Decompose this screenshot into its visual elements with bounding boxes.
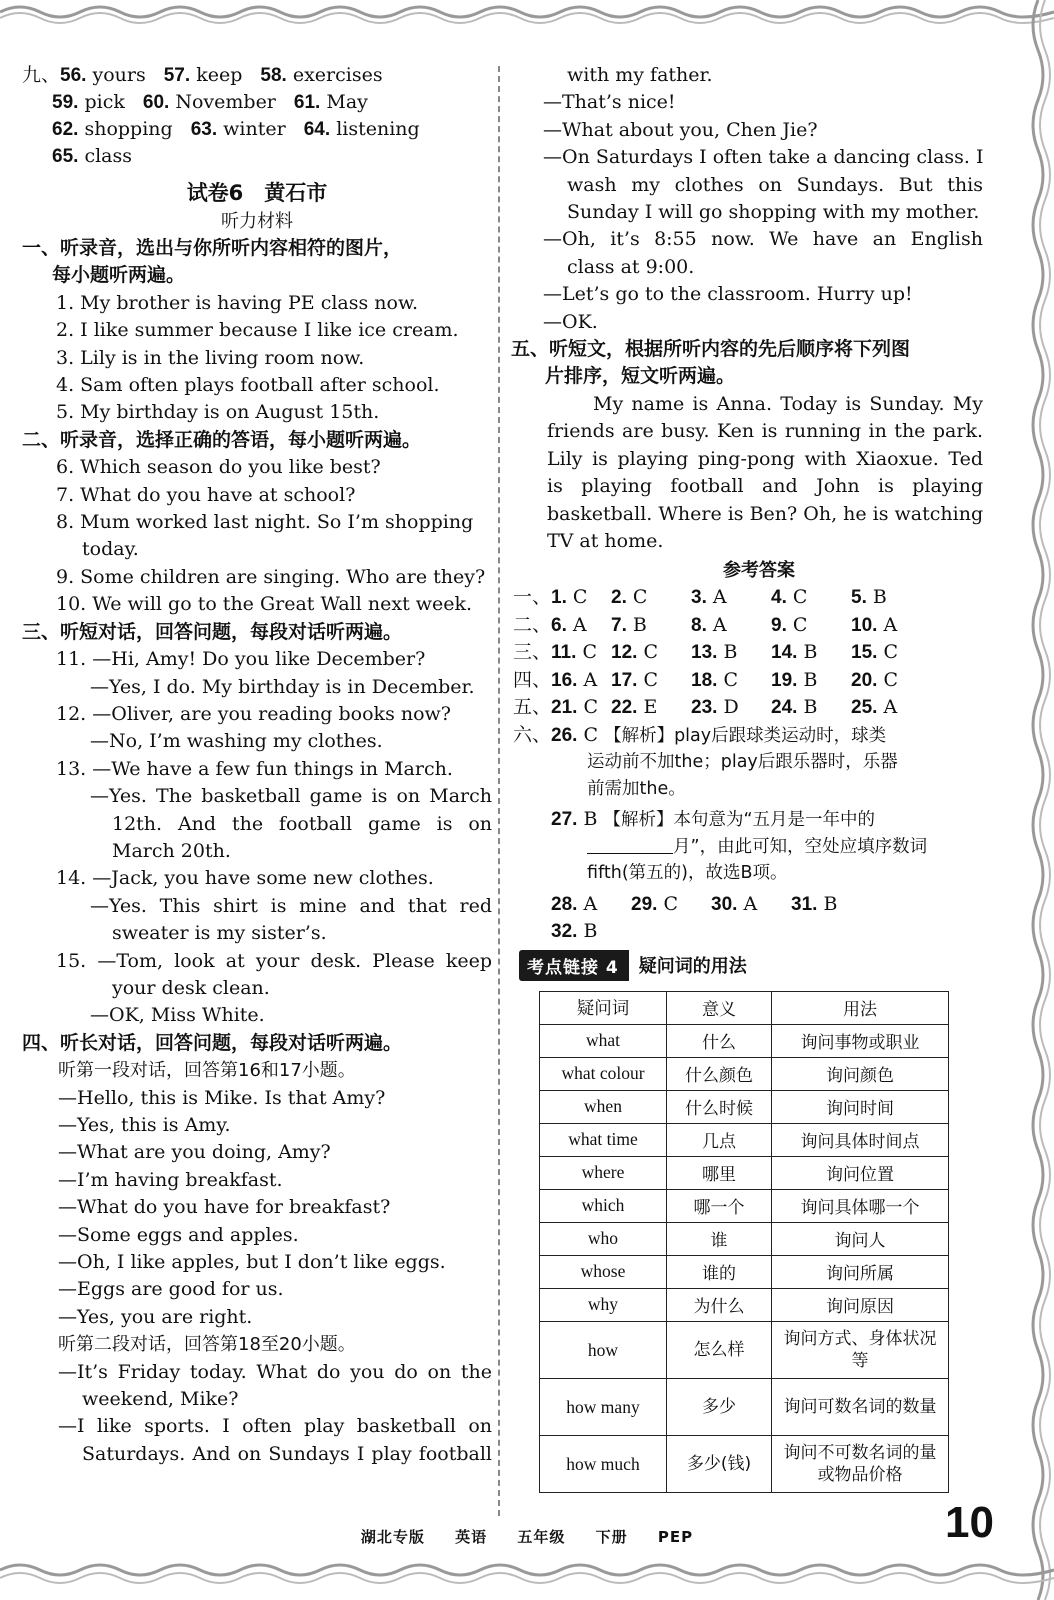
table-row xyxy=(540,1435,949,1492)
answer-num: 6. xyxy=(551,614,567,636)
listening-item: 5. My birthday is on August 15th. xyxy=(56,401,380,424)
footer-grade: 五年级 xyxy=(517,1528,566,1546)
section3-dialogues xyxy=(22,646,492,1030)
prev-answer-word: May xyxy=(326,91,368,113)
previous-paper-answers xyxy=(22,62,492,170)
answer-num: 17. xyxy=(611,669,638,691)
prev-answer-num: 64. xyxy=(303,119,331,140)
table-header-row xyxy=(540,991,949,1024)
answer-num: 28. xyxy=(551,893,578,915)
dialogue-line: Saturdays. And on Sundays I play football xyxy=(82,1442,492,1465)
section2-items xyxy=(22,454,492,618)
table-row xyxy=(540,1156,949,1189)
knowledge-link-title: 疑问词的用法 xyxy=(638,956,747,978)
answer-row xyxy=(513,612,983,640)
answer-num: 5. xyxy=(851,587,867,609)
answer-num: 9. xyxy=(771,614,787,636)
answer-item xyxy=(611,612,691,640)
dialogue-line: —Let’s go to the classroom. Hurry up! xyxy=(543,283,913,306)
listening-item: today. xyxy=(82,538,139,561)
answer-26-choice: C xyxy=(583,723,599,746)
answer-item xyxy=(851,612,931,640)
dialogue-line: Sunday I will go shopping with my mother. xyxy=(567,201,980,224)
section1-title-line2: 每小题听两遍。 xyxy=(52,264,186,287)
table-cell: 什么 xyxy=(667,1024,772,1057)
answer-choice: C xyxy=(792,586,808,609)
passage-line: My name is Anna. Today is Sunday. My xyxy=(593,392,983,415)
prev-answer-item xyxy=(294,89,368,116)
table-row xyxy=(540,1024,949,1057)
dialogue-line: class at 9:00. xyxy=(567,255,695,278)
listening-item: 4. Sam often plays football after school. xyxy=(56,374,440,397)
table-row xyxy=(540,1378,949,1435)
answer-item xyxy=(771,694,851,722)
dialogue-line: —Oh, it’s 8:55 now. We have an English xyxy=(543,228,983,251)
table-cell: how many xyxy=(540,1378,667,1435)
dialogue-line: —OK, Miss White. xyxy=(90,1004,265,1027)
answer-choice: C xyxy=(582,641,597,664)
prev-answer-num: 61. xyxy=(293,92,321,113)
answer-prefix: 四、 xyxy=(513,668,552,691)
answer-choice: C xyxy=(583,696,599,719)
answer-27-num: 27. xyxy=(551,809,578,831)
answer-choice: C xyxy=(643,641,659,664)
answer-item xyxy=(611,667,691,695)
answer-item xyxy=(851,667,931,695)
section5-title-line2: 片排序，短文听两遍。 xyxy=(545,365,736,388)
left-column xyxy=(22,62,492,1468)
answer-num: 7. xyxy=(611,614,627,636)
answer-27 xyxy=(535,806,983,834)
dialogue-line: —That’s nice! xyxy=(543,91,676,114)
prev-answer-word: exercises xyxy=(292,64,383,86)
answer-num: 12. xyxy=(611,642,638,664)
listening-item: 10. We will go to the Great Wall next week. xyxy=(56,593,473,616)
prev-answer-num: 57. xyxy=(163,65,191,86)
passage-line: TV at home. xyxy=(547,529,664,552)
answer-num: 29. xyxy=(631,893,658,915)
answer-choice: A xyxy=(572,613,587,636)
table-cell: 询问不可数名词的量或物品价格 xyxy=(772,1435,949,1492)
answer-choice: B xyxy=(803,668,818,691)
right-column xyxy=(511,62,984,1493)
dialogue-line: —Eggs are good for us. xyxy=(58,1278,284,1301)
table-cell: 多少(钱) xyxy=(667,1435,772,1492)
answer-num: 20. xyxy=(851,669,878,691)
knowledge-link-badge: 考点链接 4 xyxy=(519,950,629,981)
dialogue-line: March 20th. xyxy=(112,839,231,862)
section1-title-line1: 一、听录音，选出与你所听内容相符的图片， xyxy=(22,237,403,259)
prev-answer-word: November xyxy=(175,91,276,113)
dialogue-line: —What about you, Chen Jie? xyxy=(543,118,818,141)
answer-32-choice: B xyxy=(583,920,598,943)
prev-answer-num: 58. xyxy=(260,65,287,86)
table-cell: 什么颜色 xyxy=(667,1057,772,1090)
answer-num: 14. xyxy=(771,642,798,664)
listening-item: 3. Lily is in the living room now. xyxy=(56,346,365,369)
table-row xyxy=(540,1090,949,1123)
table-cell: 询问方式、身体状况等 xyxy=(772,1321,949,1378)
bottom-wave-border xyxy=(0,1554,1054,1600)
answer-choice: B xyxy=(803,641,818,664)
prev-answer-word: keep xyxy=(196,64,243,86)
footer-subject: 英语 xyxy=(455,1528,488,1546)
answer-num: 16. xyxy=(551,669,578,691)
section4-part2-left xyxy=(22,1359,492,1469)
table-cell: why xyxy=(540,1288,667,1321)
prev-answer-num: 63. xyxy=(190,119,218,140)
table-cell: which xyxy=(540,1189,667,1222)
answer-item xyxy=(691,667,771,695)
table-cell: what colour xyxy=(540,1057,667,1090)
table-row xyxy=(540,1222,949,1255)
answer-num: 30. xyxy=(711,893,738,915)
answer-num: 8. xyxy=(691,614,707,636)
section5-title-line1: 五、听短文，根据所听内容的先后顺序将下列图 xyxy=(511,338,911,361)
answer-choice: B xyxy=(803,696,818,719)
answer-item xyxy=(851,639,931,667)
dialogue-line: 14. —Jack, you have some new clothes. xyxy=(56,867,434,890)
table-cell: what time xyxy=(540,1123,667,1156)
answer-num: 22. xyxy=(611,697,638,719)
dialogue-line: —I’m having breakfast. xyxy=(58,1168,283,1191)
listening-item: 2. I like summer because I like ice cream. xyxy=(56,319,459,342)
prev-answer-word: listening xyxy=(336,118,420,140)
dialogue-line: —Some eggs and apples. xyxy=(58,1223,299,1246)
table-cell: 询问所属 xyxy=(772,1255,949,1288)
answer-prefix: 二、 xyxy=(513,613,552,636)
table-row xyxy=(540,1288,949,1321)
passage-line: is playing football and John is playing xyxy=(547,475,983,498)
section4-title: 四、听长对话，回答问题，每段对话听两遍。 xyxy=(22,1031,403,1054)
answer-num: 23. xyxy=(691,697,718,719)
answer-num: 15. xyxy=(851,642,878,664)
answer-row xyxy=(513,667,983,695)
answer-item xyxy=(691,639,771,667)
answer-choice: C xyxy=(572,586,588,609)
table-cell: 哪里 xyxy=(667,1156,772,1189)
prev-answer-word: class xyxy=(84,145,133,167)
answer-26-explain-2: 运动前不加the；play后跟乐器时，乐器 xyxy=(587,752,898,773)
passage-line: friends are busy. Ken is running in the park. xyxy=(547,420,983,443)
prev-answer-row xyxy=(22,89,492,116)
table-cell: 哪一个 xyxy=(667,1189,772,1222)
answer-num: 31. xyxy=(791,893,818,915)
table-cell: where xyxy=(540,1156,667,1189)
prev-answer-row xyxy=(22,143,492,170)
dialogue-line: 12th. And the football game is on xyxy=(112,812,492,835)
table-header-cell: 意义 xyxy=(667,991,772,1024)
prev-answer-item xyxy=(304,116,420,143)
dialogue-line: —Yes. The basketball game is on March xyxy=(90,785,492,808)
table-cell: 什么时候 xyxy=(667,1090,772,1123)
table-header-cell: 用法 xyxy=(772,991,949,1024)
answer-item xyxy=(631,891,711,919)
dialogue-line: 11. —Hi, Amy! Do you like December? xyxy=(56,648,426,671)
table-cell: 谁 xyxy=(667,1222,772,1255)
answer-item xyxy=(691,612,771,640)
prev-answer-item xyxy=(143,89,276,116)
passage-line: basketball. Where is Ben? Oh, he is watching xyxy=(547,502,984,525)
prev-answer-num: 62. xyxy=(52,119,79,140)
answers-28-31 xyxy=(535,891,983,919)
listening-item: 1. My brother is having PE class now. xyxy=(56,291,419,314)
prev-answer-item xyxy=(60,62,146,89)
footer-volume: 下册 xyxy=(595,1528,628,1546)
answer-item xyxy=(691,584,771,612)
dialogue-line: wash my clothes on Sundays. But this xyxy=(567,173,983,196)
prev-answer-word: pick xyxy=(84,91,125,113)
table-cell: 几点 xyxy=(667,1123,772,1156)
section1-items xyxy=(22,290,492,427)
question-words-table xyxy=(539,991,949,1493)
dialogue-line: —Yes. This shirt is mine and that red xyxy=(90,894,492,917)
answer-item xyxy=(771,612,851,640)
listening-item: 6. Which season do you like best? xyxy=(56,456,381,479)
prev-answer-word: shopping xyxy=(84,118,173,140)
answer-item xyxy=(771,584,851,612)
answer-choice: B xyxy=(872,586,887,609)
answer-num: 4. xyxy=(771,587,787,609)
section3-title: 三、听短对话，回答问题，每段对话听两遍。 xyxy=(22,620,403,643)
answer-choice: A xyxy=(743,892,758,915)
listening-item: 7. What do you have at school? xyxy=(56,483,356,506)
answer-item xyxy=(771,667,851,695)
dialogue-line: 12. —Oliver, are you reading books now? xyxy=(56,702,451,725)
table-cell: when xyxy=(540,1090,667,1123)
answer-item xyxy=(611,694,691,722)
answer-choice: A xyxy=(583,892,598,915)
section5-passage xyxy=(535,391,983,555)
right-wave-border xyxy=(1020,0,1054,1600)
part2-intro: 听第二段对话，回答第18至20小题。 xyxy=(58,1334,356,1356)
answer-choice: A xyxy=(712,613,727,636)
answers-title: 参考答案 xyxy=(723,560,795,582)
table-cell: who xyxy=(540,1222,667,1255)
table-cell: 询问颜色 xyxy=(772,1057,949,1090)
answer-item xyxy=(551,667,611,695)
dialogue-line: weekend, Mike? xyxy=(82,1388,239,1411)
dialogue-line: sweater is my sister’s. xyxy=(112,922,327,945)
column-divider xyxy=(498,66,500,1516)
prev-answer-prefix: 九、 xyxy=(22,64,61,86)
dialogue-line: —Yes, I do. My birthday is in December. xyxy=(90,675,475,698)
answer-choice: C xyxy=(723,668,739,691)
table-cell: 询问时间 xyxy=(772,1090,949,1123)
answer-choice: C xyxy=(632,586,648,609)
fill-blank xyxy=(587,835,673,854)
dialogue-line: with my father. xyxy=(567,64,713,86)
answer-item xyxy=(691,694,771,722)
answer-27-explain-3: fifth(第五的)，故选B项。 xyxy=(587,863,788,884)
table-cell: 谁的 xyxy=(667,1255,772,1288)
dialogue-line: —Yes, this is Amy. xyxy=(58,1114,231,1136)
dialogue-line: —Oh, I like apples, but I don’t like eggs. xyxy=(58,1251,446,1274)
answer-27-explain-1: 【解析】本句意为“五月是一年中的 xyxy=(603,810,876,831)
table-cell: what xyxy=(540,1024,667,1057)
answer-item xyxy=(551,584,611,612)
listening-item: 9. Some children are singing. Who are they? xyxy=(56,565,486,588)
answer-num: 18. xyxy=(691,669,718,691)
prev-answer-word: yours xyxy=(92,64,146,86)
answer-item xyxy=(791,891,871,919)
table-cell: 询问原因 xyxy=(772,1288,949,1321)
table-cell: 询问具体哪一个 xyxy=(772,1189,949,1222)
prev-answer-row xyxy=(22,116,492,143)
prev-answer-item xyxy=(191,116,286,143)
table-cell: 询问具体时间点 xyxy=(772,1123,949,1156)
answer-item xyxy=(851,584,931,612)
dialogue-line: —No, I’m washing my clothes. xyxy=(90,730,383,753)
table-cell: how xyxy=(540,1321,667,1378)
page-footer xyxy=(0,1526,1054,1547)
dialogue-line: 15. —Tom, look at your desk. Please keep xyxy=(56,949,492,972)
dialogue-line: —Hello, this is Mike. Is that Amy? xyxy=(58,1086,386,1109)
answer-choice: A xyxy=(712,586,727,609)
answer-num: 2. xyxy=(611,587,627,609)
answer-num: 19. xyxy=(771,669,798,691)
answer-item xyxy=(611,639,691,667)
prev-answer-item xyxy=(164,62,243,89)
answer-choice: A xyxy=(883,696,898,719)
answer-num: 21. xyxy=(551,697,578,719)
knowledge-link xyxy=(519,950,983,981)
dialogue-line: —What do you have for breakfast? xyxy=(58,1196,391,1219)
section2-title: 二、听录音，选择正确的答语，每小题听两遍。 xyxy=(22,428,422,451)
answer-item xyxy=(551,694,611,722)
answer-num: 24. xyxy=(771,697,798,719)
answer-choice: B xyxy=(723,641,738,664)
answer-choice: D xyxy=(723,696,739,719)
table-cell: 询问人 xyxy=(772,1222,949,1255)
answer-27-explain-2: 月”，由此可知，空处应填序数词 xyxy=(673,836,928,857)
answer-prefix: 三、 xyxy=(513,641,552,664)
answer-num: 3. xyxy=(691,587,707,609)
dialogue-line: —It’s Friday today. What do you do on the xyxy=(58,1360,492,1383)
answer-item xyxy=(551,612,611,640)
table-cell: 询问可数名词的数量 xyxy=(772,1378,949,1435)
dialogue-line: your desk clean. xyxy=(112,976,270,999)
dialogue-line: 13. —We have a few fun things in March. xyxy=(56,757,453,780)
table-cell: 询问事物或职业 xyxy=(772,1024,949,1057)
answer-26-prefix: 六、 xyxy=(513,723,552,746)
answer-choice: C xyxy=(883,668,899,691)
paper-title: 试卷6 黄石市 xyxy=(186,181,328,205)
answer-choice: A xyxy=(583,668,598,691)
listening-item: 8. Mum worked last night. So I’m shopping xyxy=(56,511,474,534)
table-cell: whose xyxy=(540,1255,667,1288)
answer-item xyxy=(551,891,631,919)
part1-intro: 听第一段对话，回答第16和17小题。 xyxy=(58,1060,356,1082)
answer-row xyxy=(513,639,983,667)
prev-answer-num: 60. xyxy=(142,92,170,113)
table-cell: 多少 xyxy=(667,1378,772,1435)
page-number: 10 xyxy=(945,1498,994,1547)
listening-title: 听力材料 xyxy=(221,211,293,232)
table-cell: 为什么 xyxy=(667,1288,772,1321)
table-cell: 询问位置 xyxy=(772,1156,949,1189)
answer-choice: B xyxy=(823,892,838,915)
answer-choice: C xyxy=(643,668,659,691)
answer-choice: B xyxy=(632,613,647,636)
section4-part1 xyxy=(22,1085,492,1332)
passage-line: Lily is playing ping-pong with Xiaoxue. Ted xyxy=(547,447,983,470)
table-row xyxy=(540,1057,949,1090)
dialogue-line: —Yes, you are right. xyxy=(58,1305,253,1328)
answer-prefix: 一、 xyxy=(513,586,552,609)
table-row xyxy=(540,1189,949,1222)
table-row xyxy=(540,1255,949,1288)
answer-num: 25. xyxy=(851,697,878,719)
prev-answer-row xyxy=(22,62,492,89)
answer-choice: C xyxy=(663,892,679,915)
answer-26-explain-1: 【解析】play后跟球类运动时，球类 xyxy=(604,725,887,746)
prev-answer-num: 59. xyxy=(52,92,79,113)
prev-answer-num: 65. xyxy=(52,146,79,167)
table-header-cell: 疑问词 xyxy=(540,991,667,1024)
answer-item xyxy=(611,584,691,612)
answer-prefix: 五、 xyxy=(513,696,552,719)
answer-row xyxy=(513,584,983,612)
answer-choice: C xyxy=(883,641,899,664)
answer-row xyxy=(513,694,983,722)
answer-key xyxy=(513,584,983,722)
footer-version: PEP xyxy=(657,1528,694,1546)
dialogue-line: —On Saturdays I often take a dancing class. I xyxy=(543,146,984,169)
table-cell: 怎么样 xyxy=(667,1321,772,1378)
dialogue-line: —OK. xyxy=(543,310,598,333)
table-cell: how much xyxy=(540,1435,667,1492)
answer-choice: E xyxy=(643,696,658,719)
table-row xyxy=(540,1321,949,1378)
answer-26-explain-3: 前需加the。 xyxy=(587,778,686,799)
answer-item xyxy=(711,891,791,919)
table-row xyxy=(540,1123,949,1156)
answer-27-explain-2-row xyxy=(535,834,983,861)
section4-part2-right xyxy=(535,62,983,336)
answer-item xyxy=(771,639,851,667)
answer-choice: C xyxy=(792,613,808,636)
dialogue-line: —I like sports. I often play basketball on xyxy=(58,1415,492,1438)
answer-num: 10. xyxy=(851,614,878,636)
prev-answer-item xyxy=(52,143,132,170)
answer-choice: A xyxy=(883,613,898,636)
answer-item xyxy=(851,694,931,722)
prev-answer-item xyxy=(52,116,173,143)
answer-32-num: 32. xyxy=(551,921,578,943)
footer-edition: 湖北专版 xyxy=(360,1528,425,1546)
prev-answer-item xyxy=(52,89,125,116)
answer-num: 1. xyxy=(551,587,567,609)
prev-answer-num: 56. xyxy=(60,65,87,86)
dialogue-line: —What are you doing, Amy? xyxy=(58,1141,331,1164)
answer-27-choice: B xyxy=(583,808,598,831)
answer-26 xyxy=(513,722,983,750)
answer-num: 13. xyxy=(691,642,718,664)
top-wave-border xyxy=(0,0,1054,26)
answer-32 xyxy=(535,918,983,946)
answer-num: 11. xyxy=(551,642,577,664)
prev-answer-item xyxy=(260,62,382,89)
answer-item xyxy=(551,639,611,667)
prev-answer-word: winter xyxy=(223,118,286,140)
answer-26-num: 26. xyxy=(551,724,578,746)
